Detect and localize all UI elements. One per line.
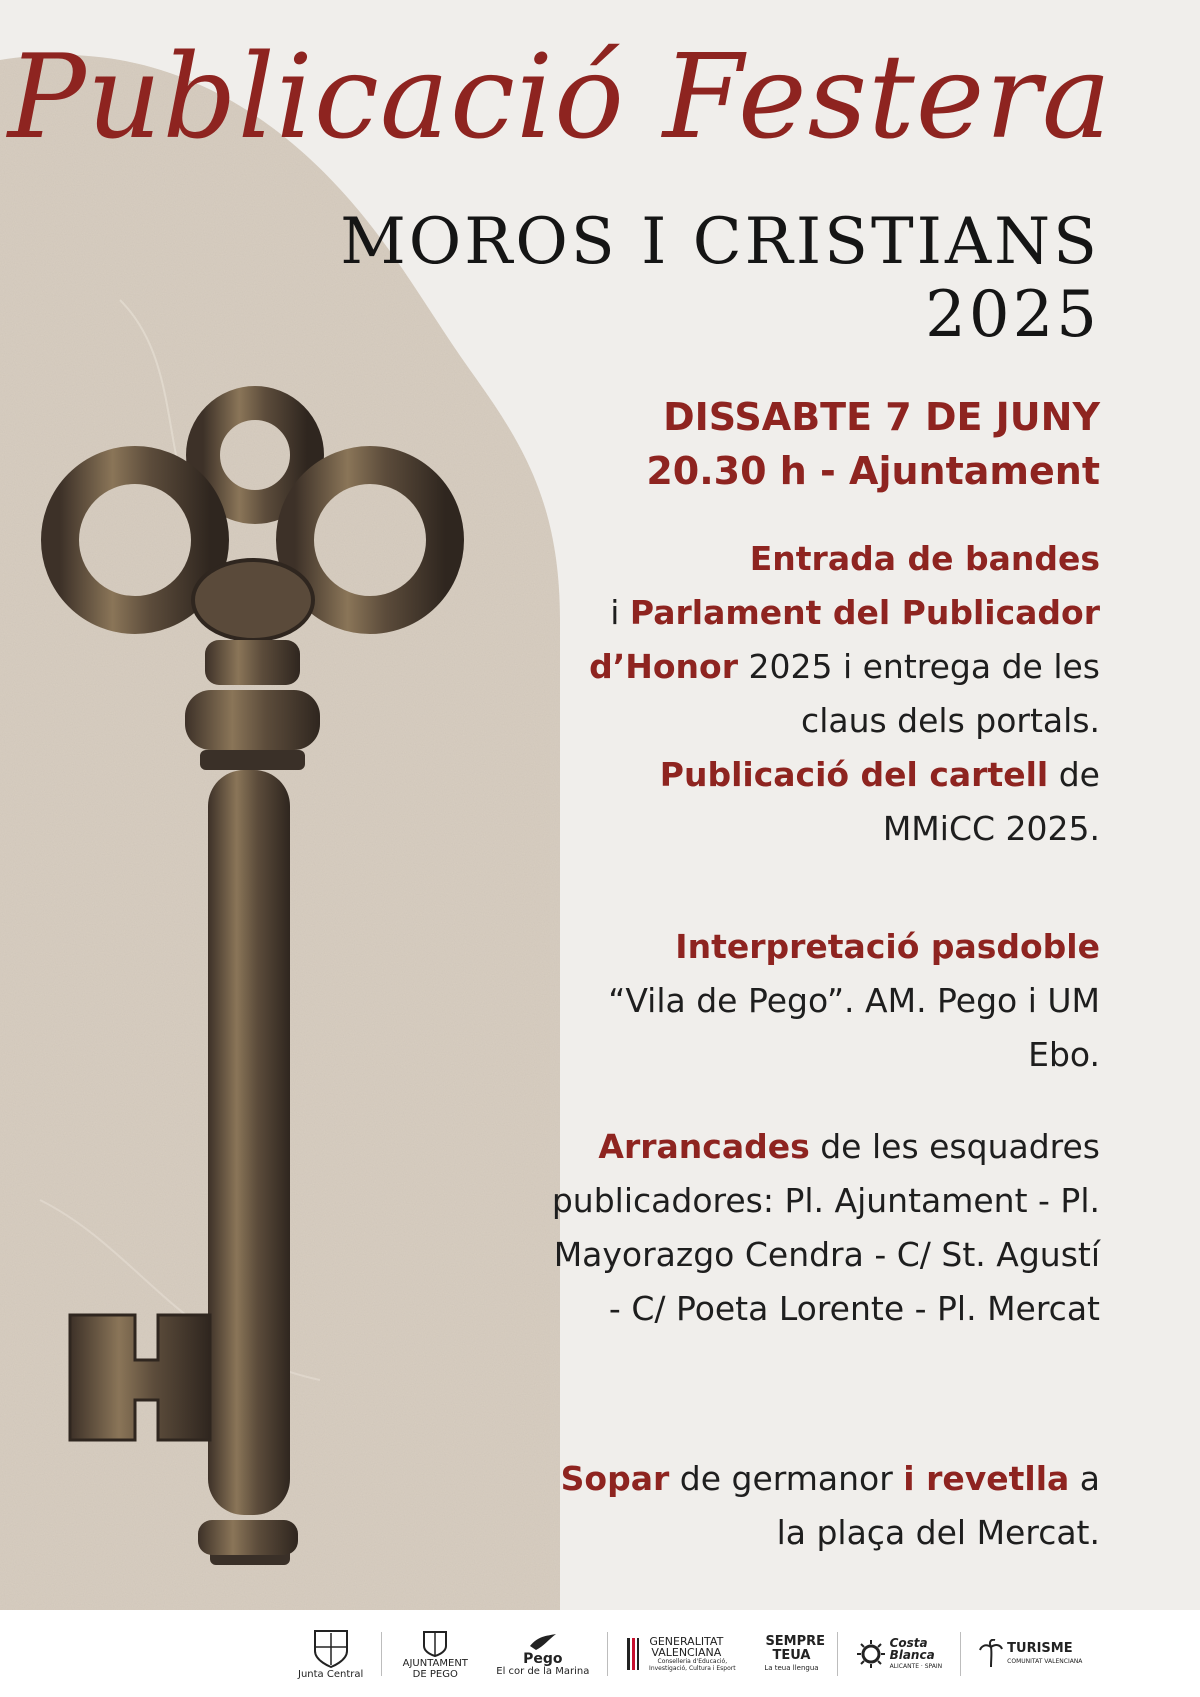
event-time-place: 20.30 h - Ajuntament xyxy=(646,449,1100,493)
generalitat-emblem-icon xyxy=(626,1636,640,1672)
program-item-pasdoble xyxy=(540,920,1100,1082)
sponsor-footer xyxy=(0,1610,1200,1697)
program-item-bands xyxy=(540,532,1100,856)
program-item-sopar xyxy=(540,1452,1100,1560)
logo-divider xyxy=(381,1632,382,1676)
turisme-name: TURISME xyxy=(1007,1640,1073,1656)
palm-tree-icon xyxy=(979,1639,1003,1669)
bird-icon xyxy=(528,1632,558,1652)
generalitat-sub: Conselleria d'Educació, Investigació, Cultura i Esport xyxy=(649,1658,736,1672)
ajuntament-logo xyxy=(392,1622,478,1686)
body-text: 2025 i entrega de les claus dels portals. xyxy=(738,647,1100,740)
pego-sub: El cor de la Marina xyxy=(496,1665,590,1677)
ajuntament-text: AJUNTAMENT DE PEGO xyxy=(402,1658,468,1680)
turisme-logo xyxy=(971,1622,1090,1686)
costa-sub: ALICANTE · SPAIN xyxy=(889,1662,943,1670)
sponsor-logos xyxy=(290,1622,1090,1686)
generalitat-logo xyxy=(618,1622,746,1686)
costa-name: Costa Blanca xyxy=(889,1635,935,1662)
script-title: Publicació Festera xyxy=(7,30,1112,165)
logo-divider xyxy=(960,1632,961,1676)
highlight-text: Arrancades xyxy=(598,1127,810,1166)
sempre-name: SEMPRE TEUA xyxy=(765,1633,826,1663)
junta-text: Junta Central xyxy=(298,1668,364,1680)
pego-name: Pego xyxy=(523,1650,563,1667)
event-date: DISSABTE 7 DE JUNY xyxy=(663,395,1100,439)
coat-of-arms-icon xyxy=(422,1628,448,1658)
body-text: a la plaça del Mercat. xyxy=(776,1459,1100,1552)
body-text: de germanor xyxy=(669,1459,904,1498)
shield-icon xyxy=(313,1629,349,1669)
logo-divider xyxy=(837,1632,838,1676)
highlight-text: Parlament del Publicador d’Honor xyxy=(589,593,1100,686)
highlight-text: i revetlla xyxy=(903,1459,1070,1498)
highlight-text: Interpretació pasdoble xyxy=(675,927,1100,966)
year-title: 2025 xyxy=(925,278,1100,352)
generalitat-name: GENERALITAT VALENCIANA xyxy=(649,1635,724,1659)
logo-divider xyxy=(607,1632,608,1676)
highlight-text: Publicació del cartell xyxy=(659,755,1049,794)
body-text: i xyxy=(610,593,630,632)
costa-blanca-logo xyxy=(848,1622,951,1686)
highlight-text: Sopar xyxy=(560,1459,670,1498)
sun-icon xyxy=(856,1639,886,1669)
junta-central-logo xyxy=(290,1622,371,1686)
highlight-text: Entrada de bandes xyxy=(749,539,1100,578)
body-text: de les esquadres publicadores: Pl. Ajuntament - Pl. Mayorazgo Cendra - C/ St. Agustí - C/ Poeta Lorente - Pl. Mercat xyxy=(551,1127,1100,1328)
turisme-sub: COMUNITAT VALENCIANA xyxy=(1007,1657,1083,1665)
sempre-sub: La teua llengua xyxy=(764,1663,819,1672)
pego-logo xyxy=(488,1622,597,1686)
body-text: de MMiCC 2025. xyxy=(882,755,1100,848)
event-date-block xyxy=(646,390,1100,498)
program-item-arrancades xyxy=(540,1120,1100,1336)
sempre-teua-logo xyxy=(756,1622,826,1686)
body-text: “Vila de Pego”. AM. Pego i UM Ebo. xyxy=(608,981,1100,1074)
main-title: MOROS I CRISTIANS xyxy=(340,205,1100,279)
